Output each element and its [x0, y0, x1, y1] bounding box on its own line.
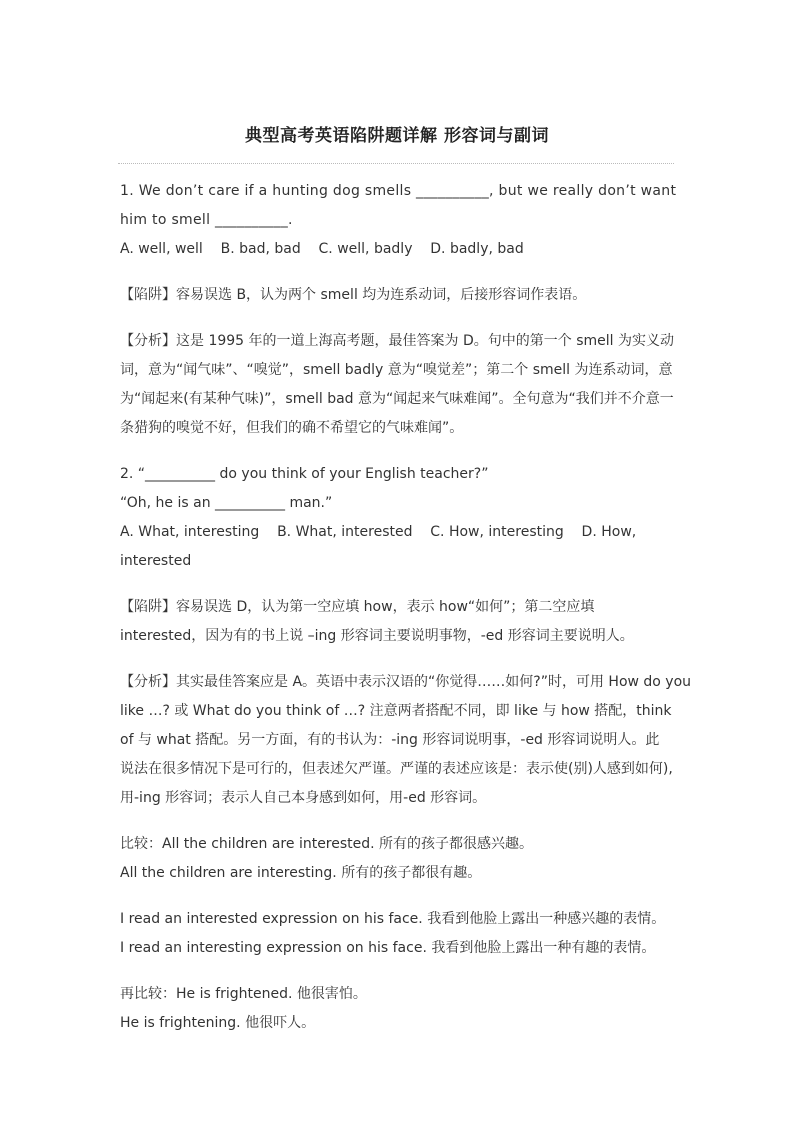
question-2-trap-line-1: 【陷阱】容易误选 D，认为第一空应填 how，表示 how“如何”；第二空应填 [120, 599, 595, 615]
comparison-3-line-1: 再比较：He is frightened. 他很害怕。 [120, 986, 367, 1002]
question-2-trap-line-2: interested，因为有的书上说 –ing 形容词主要说明事物，-ed 形容词主要说明人。 [120, 628, 634, 644]
question-2-analysis [120, 668, 698, 813]
comparison-1-line-2: All the children are interesting. 所有的孩子都很有趣。 [120, 865, 482, 881]
comparison-2 [120, 905, 698, 963]
comparison-3-line-2: He is frightening. 他很吓人。 [120, 1015, 316, 1031]
question-1-analysis-line-2: 词，意为“闻气味”、“嗅觉”，smell badly 意为“嗅觉差”；第二个 smell 为连系动词，意 [120, 362, 673, 378]
question-2-analysis-line-4: 说法在很多情况下是可行的，但表述欠严谨。严谨的表述应该是：表示使(别)人感到如何), [120, 761, 673, 777]
question-1-analysis [120, 327, 698, 443]
comparison-1-line-1: 比较：All the children are interested. 所有的孩子都很感兴趣。 [120, 836, 534, 852]
page-title: 典型高考英语陷阱题详解 形容词与副词 [245, 126, 549, 146]
question-1-trap [120, 281, 698, 310]
question-2-line-1: 2. “__________ do you think of your English teacher?” [120, 466, 489, 482]
question-1-line-1: 1. We don’t care if a hunting dog smells __________, but we really don’t want [120, 183, 677, 199]
comparison-3 [120, 980, 698, 1038]
comparison-2-line-1: I read an interested expression on his face. 我看到他脸上露出一种感兴趣的表情。 [120, 911, 666, 927]
question-2-analysis-line-2: like …? 或 What do you think of …? 注意两者搭配不同，即 like 与 how 搭配，think [120, 703, 672, 719]
question-2-line-2: “Oh, he is an __________ man.” [120, 495, 333, 511]
comparison-1 [120, 830, 698, 888]
question-2-options-line-2: interested [120, 553, 192, 569]
question-1-options: A. well, well B. bad, bad C. well, badly D. badly, bad [120, 241, 524, 257]
question-1-analysis-line-1: 【分析】这是 1995 年的一道上海高考题，最佳答案为 D。句中的第一个 smell 为实义动 [120, 333, 674, 349]
question-1-analysis-line-4: 条猎狗的嗅觉不好，但我们的确不希望它的气味难闻”。 [120, 420, 464, 436]
question-2 [120, 460, 698, 576]
question-1-analysis-line-3: 为“闻起来(有某种气味)”，smell bad 意为“闻起来气味难闻”。全句意为“我们并不介意一 [120, 391, 674, 407]
question-2-analysis-line-3: of 与 what 搭配。另一方面，有的书认为：-ing 形容词说明事，-ed 形容词说明人。此 [120, 732, 660, 748]
question-1-trap-text: 【陷阱】容易误选 B，认为两个 smell 均为连系动词，后接形容词作表语。 [120, 287, 587, 303]
question-2-options-line-1: A. What, interesting B. What, interested C. How, interesting D. How, [120, 524, 637, 540]
comparison-2-line-2: I read an interesting expression on his face. 我看到他脸上露出一种有趣的表情。 [120, 940, 656, 956]
question-1 [120, 177, 698, 264]
question-2-analysis-line-5: 用-ing 形容词；表示人自己本身感到如何，用-ed 形容词。 [120, 790, 487, 806]
title-divider [118, 163, 674, 164]
question-2-analysis-line-1: 【分析】其实最佳答案应是 A。英语中表示汉语的“你觉得……如何?”时，可用 How do you [120, 674, 692, 690]
question-1-line-2: him to smell __________. [120, 212, 293, 228]
document-body [120, 177, 698, 1055]
question-2-trap [120, 593, 698, 651]
